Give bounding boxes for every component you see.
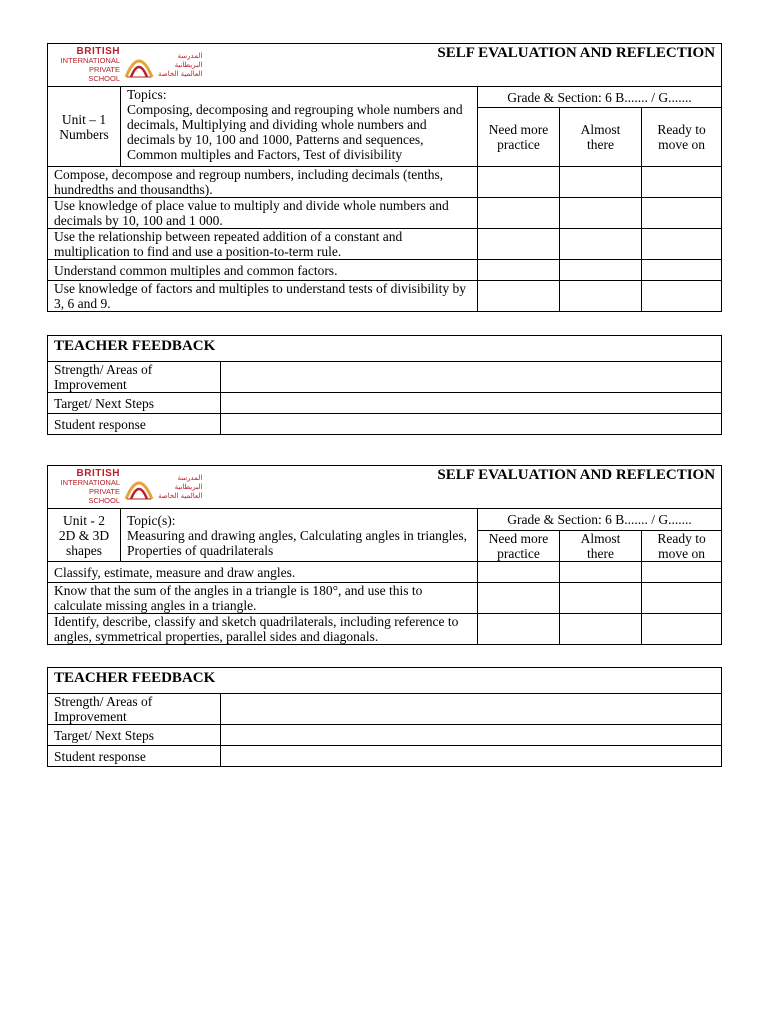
feedback-input-student-response[interactable] [221,414,722,435]
feedback-heading: TEACHER FEEDBACK [48,336,722,362]
rating-almost-cell[interactable] [560,583,642,614]
grade-section-cell: Grade & Section: 6 B....... / G....... [478,509,722,531]
rating-ready-cell[interactable] [642,562,722,583]
feedback-table [47,667,722,767]
objective-row [48,614,722,645]
rating-ready-cell[interactable] [642,583,722,614]
logo-ar-line2: البريطانية [174,482,203,491]
rating-need-cell[interactable] [478,614,560,645]
objective-text: Use the relationship between repeated addition of a constant and multiplication to find and use a position-to-term rule. [48,229,478,260]
rating-ready-cell[interactable] [642,198,722,229]
unit-label: Unit - 2 [63,512,105,528]
feedback-label-student-response: Student response [48,746,221,767]
unit1-evaluation-table [47,43,722,312]
unit2-evaluation-sheet [47,465,721,645]
rating-ready-cell[interactable] [642,614,722,645]
logo-en-line3: PRIVATE SCHOOL [88,65,120,83]
objective-text: Use knowledge of factors and multiples to understand tests of divisibility by 3, 6 and 9. [48,281,478,312]
rating-need-cell[interactable] [478,260,560,281]
feedback-input-strength[interactable] [221,694,722,725]
rating-almost-cell[interactable] [560,281,642,312]
rating-need-cell[interactable] [478,229,560,260]
objective-row [48,281,722,312]
rating-almost-cell[interactable] [560,562,642,583]
unit-name: 2D & 3D shapes [58,527,110,558]
topics-cell [121,87,478,167]
grade-section-cell: Grade & Section: 6 B....... / G....... [478,87,722,108]
objective-row [48,167,722,198]
feedback-label-strength: Strength/ Areas of Improvement [48,362,221,393]
rating-need-cell[interactable] [478,583,560,614]
header-cell [48,466,722,509]
logo-ar-line2: البريطانية [174,60,203,69]
logo-ar-line1: المدرسة [177,473,203,482]
rating-ready-cell[interactable] [642,167,722,198]
feedback-input-target[interactable] [221,725,722,746]
teacher-feedback-1 [47,335,721,435]
topics-label: Topic(s): [127,512,176,528]
unit-name: Numbers [59,126,109,142]
feedback-input-strength[interactable] [221,362,722,393]
rating-need-cell[interactable] [478,281,560,312]
sheet-title: SELF EVALUATION AND REFLECTION [437,45,716,61]
topics-text: Composing, decomposing and regrouping whole numbers and decimals, Multiplying and dividing whole numbers and decimals by 10, 100 and 1000, Patterns and sequences, Common multiples and Factors, Test of divisibility [127,102,463,162]
rating-need-cell[interactable] [478,562,560,583]
feedback-input-student-response[interactable] [221,746,722,767]
feedback-heading: TEACHER FEEDBACK [48,668,722,694]
feedback-label-student-response: Student response [48,414,221,435]
rating-almost-cell[interactable] [560,198,642,229]
objective-row [48,260,722,281]
feedback-label-target: Target/ Next Steps [48,393,221,414]
rating-ready-cell[interactable] [642,281,722,312]
unit1-evaluation-sheet [47,43,721,312]
rating-almost-cell[interactable] [560,167,642,198]
logo-arabic-text [158,474,202,501]
col-ready-to-move-on: Ready to move on [642,108,722,167]
col-almost-there: Almost there [560,108,642,167]
feedback-label-strength: Strength/ Areas of Improvement [48,694,221,725]
logo-english-text [58,469,120,505]
feedback-label-target: Target/ Next Steps [48,725,221,746]
rating-almost-cell[interactable] [560,229,642,260]
rating-need-cell[interactable] [478,167,560,198]
logo-en-line3: PRIVATE SCHOOL [88,487,120,505]
feedback-table [47,335,722,435]
topics-cell [121,509,478,562]
unit-cell [48,509,121,562]
logo-en-line2: INTERNATIONAL [60,56,120,65]
objective-text: Understand common multiples and common factors. [48,260,478,281]
objective-text: Classify, estimate, measure and draw angles. [48,562,478,583]
objective-row [48,198,722,229]
objective-text: Use knowledge of place value to multiply and divide whole numbers and decimals by 10, 100 and 1 000. [48,198,478,229]
col-need-more-practice: Need more practice [478,531,560,562]
rating-ready-cell[interactable] [642,229,722,260]
feedback-input-target[interactable] [221,393,722,414]
topics-text: Measuring and drawing angles, Calculating angles in triangles, Properties of quadrilaterals [127,527,468,558]
objective-text: Identify, describe, classify and sketch quadrilaterals, including reference to angles, symmetrical properties, parallel sides and diagonals. [48,614,478,645]
sheet-title: SELF EVALUATION AND REFLECTION [437,467,716,483]
logo-en-line2: INTERNATIONAL [60,478,120,487]
logo-en-line1: BRITISH [76,468,120,479]
teacher-feedback-2 [47,667,721,767]
school-crest-icon [123,51,155,79]
logo-ar-line1: المدرسة [177,51,203,60]
col-almost-there: Almost there [560,531,642,562]
unit-label: Unit – 1 [61,111,107,127]
objective-text: Compose, decompose and regroup numbers, including decimals (tenths, hundredths and thousandths). [48,167,478,198]
header-cell [48,44,722,87]
topics-label: Topics: [127,87,167,102]
rating-ready-cell[interactable] [642,260,722,281]
unit2-evaluation-table [47,465,722,645]
logo-ar-line3: العالمية الخاصة [158,491,203,500]
rating-almost-cell[interactable] [560,260,642,281]
rating-almost-cell[interactable] [560,614,642,645]
logo-arabic-text [158,52,202,79]
logo-en-line1: BRITISH [76,46,120,57]
objective-row [48,229,722,260]
col-need-more-practice: Need more practice [478,108,560,167]
logo-ar-line3: العالمية الخاصة [158,69,203,78]
unit-cell [48,87,121,167]
col-ready-to-move-on: Ready to move on [642,531,722,562]
objective-row [48,562,722,583]
objective-text: Know that the sum of the angles in a triangle is 180°, and use this to calculate missing angles in a triangle. [48,583,478,614]
school-crest-icon [123,473,155,501]
objective-row [48,583,722,614]
rating-need-cell[interactable] [478,198,560,229]
logo-english-text [58,47,120,83]
